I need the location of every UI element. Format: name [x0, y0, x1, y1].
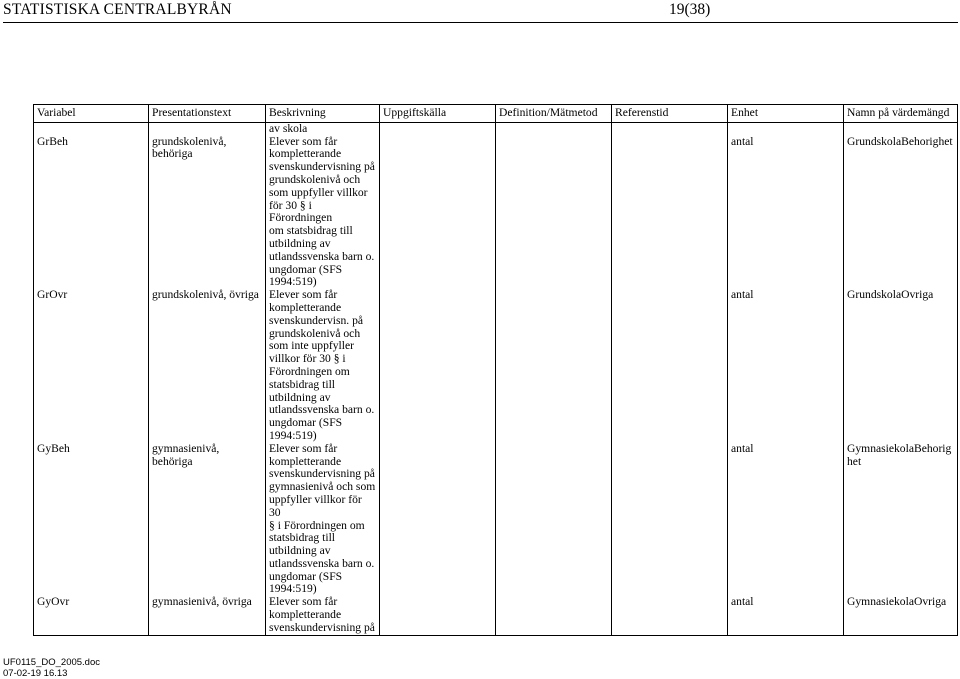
cell-definition: [496, 122, 612, 135]
document-filename: UF0115_DO_2005.doc: [3, 657, 100, 668]
table-row: [34, 596, 958, 635]
cell-definition: [496, 136, 612, 290]
document-timestamp: 07-02-19 16.13: [3, 668, 68, 679]
cell-variabel: GyOvr: [34, 596, 149, 635]
column-header: Namn på värdemängd: [844, 105, 958, 123]
cell-beskrivning: Elever som får kompletterande svenskundervisning på grundskolenivå och som uppfyller villkor för 30 § i Förordningen om statsbidrag till utbildning av utlandssvenska barn o. ungdomar (SFS 1994:519): [266, 136, 380, 290]
cell-uppgiftskalla: [380, 122, 496, 135]
cell-definition: [496, 289, 612, 443]
cell-beskrivning: Elever som får kompletterande svenskundervisn. på grundskolenivå och som inte uppfyller villkor för 30 § i Förordningen om statsbidrag till utbildning av utlandssvenska barn o. ungdomar (SFS 1994:519): [266, 289, 380, 443]
cell-uppgiftskalla: [380, 443, 496, 597]
cell-namn: GrundskolaOvriga: [844, 289, 958, 443]
page-header: [3, 0, 960, 22]
cell-beskrivning: Elever som får kompletterande svenskundervisning på: [266, 596, 380, 635]
cell-referenstid: [612, 596, 728, 635]
cell-enhet: antal: [728, 443, 844, 597]
cell-referenstid: [612, 122, 728, 135]
cell-definition: [496, 443, 612, 597]
table-row: [34, 122, 958, 135]
header-rule: [3, 22, 958, 23]
organization-name: STATISTISKA CENTRALBYRÅN: [3, 1, 232, 18]
cell-uppgiftskalla: [380, 136, 496, 290]
cell-presentationstext: grundskolenivå, behöriga: [149, 136, 266, 290]
cell-variabel: [34, 122, 149, 135]
cell-beskrivning: Elever som får kompletterande svenskundervisning på gymnasienivå och som uppfyller villkor för 30 § i Förordningen om statsbidrag till utbildning av utlandssvenska barn o. ungdomar (SFS 1994:519): [266, 443, 380, 597]
cell-enhet: antal: [728, 596, 844, 635]
table-row: [34, 289, 958, 443]
cell-presentationstext: gymnasienivå, övriga: [149, 596, 266, 635]
cell-presentationstext: [149, 122, 266, 135]
column-header: Beskrivning: [266, 105, 380, 123]
cell-presentationstext: grundskolenivå, övriga: [149, 289, 266, 443]
table-row: [34, 443, 958, 597]
cell-presentationstext: gymnasienivå, behöriga: [149, 443, 266, 597]
column-header: Uppgiftskälla: [380, 105, 496, 123]
cell-enhet: antal: [728, 289, 844, 443]
cell-variabel: GrBeh: [34, 136, 149, 290]
cell-referenstid: [612, 443, 728, 597]
variable-table: [33, 104, 958, 636]
cell-namn: GrundskolaBehorighet: [844, 136, 958, 290]
column-header: Variabel: [34, 105, 149, 123]
cell-variabel: GrOvr: [34, 289, 149, 443]
cell-definition: [496, 596, 612, 635]
cell-uppgiftskalla: [380, 596, 496, 635]
column-header: Definition/Mätmetod: [496, 105, 612, 123]
column-header: Presentationstext: [149, 105, 266, 123]
page-footer: [3, 657, 100, 679]
cell-referenstid: [612, 289, 728, 443]
column-header: Referenstid: [612, 105, 728, 123]
page-number: 19(38): [669, 1, 711, 18]
cell-enhet: [728, 122, 844, 135]
column-header: Enhet: [728, 105, 844, 123]
cell-namn: GymnasiekolaOvriga: [844, 596, 958, 635]
table-row: [34, 136, 958, 290]
cell-beskrivning: av skola: [266, 122, 380, 135]
cell-namn: GymnasiekolaBehorig het: [844, 443, 958, 597]
cell-variabel: GyBeh: [34, 443, 149, 597]
table-header-row: [34, 105, 958, 123]
cell-namn: [844, 122, 958, 135]
cell-enhet: antal: [728, 136, 844, 290]
cell-uppgiftskalla: [380, 289, 496, 443]
cell-referenstid: [612, 136, 728, 290]
